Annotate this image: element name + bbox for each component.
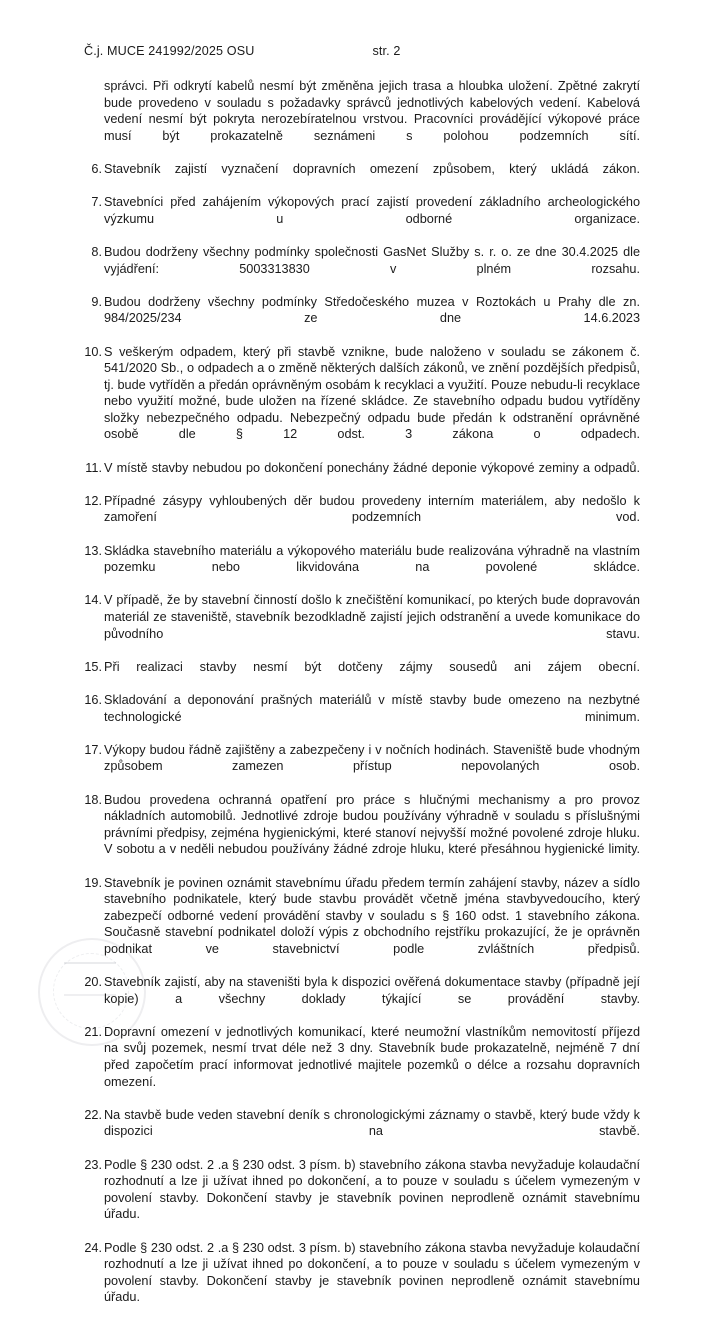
condition-number: 8. <box>91 244 102 259</box>
condition-number: 6. <box>91 161 102 176</box>
page-number-label: str. 2 <box>372 44 401 58</box>
condition-item <box>84 244 640 294</box>
condition-number: 9. <box>91 294 102 309</box>
condition-text: Dopravní omezení v jednotlivých komunikací, které neumožní vlastníkům nemovitostí příjezd na svůj pozemek, nesmí trvat déle než 3 dny. Stavebník bude prokazatelně, nejméně 7 dní před započetím prací informovat jednotlivé majitele pozemků o délce a rozsahu dopravních omezení. <box>104 1024 640 1089</box>
file-reference-number: Č.j. MUCE 241992/2025 OSU <box>84 44 255 58</box>
condition-text: Skládka stavebního materiálu a výkopového materiálu bude realizována výhradně na vlastním pozemku nebo likvidována na povolené skládce. <box>104 543 640 575</box>
condition-item <box>84 543 640 593</box>
condition-item <box>84 792 640 875</box>
condition-text: Stavebník zajistí, aby na staveništi byla k dispozici ověřená dokumentace stavby (případně její kopie) a všechny doklady týkající se provádění stavby. <box>104 975 640 1006</box>
condition-number: 17. <box>84 742 102 757</box>
condition-text: V místě stavby nebudou po dokončení ponechány žádné deponie výkopové zeminy a odpadů. <box>104 460 640 475</box>
condition-number: 11. <box>85 460 102 475</box>
condition-text: Budou provedena ochranná opatření pro práce s hlučnými mechanismy a pro provoz nákladních automobilů. Jednotlivé zdroje budou používány výhradně v souladu s příslušnými právními předpisy, zejména hygienickými, které stanoví nejvyšší možné povolené zdroje hluku. V sobotu a v neděli nebudou používány žádné zdroje hluku, které přesáhnou hygienické limity. <box>104 792 640 857</box>
condition-item <box>84 1157 640 1240</box>
condition-text: Případné zásypy vyhloubených děr budou provedeny interním materiálem, aby nedošlo k zamoření podzemních vod. <box>104 493 640 525</box>
condition-number: 16. <box>84 692 102 707</box>
condition-number: 15. <box>84 659 102 674</box>
condition-text: Stavebník zajistí vyznačení dopravních omezení způsobem, který ukládá zákon. <box>104 161 640 176</box>
condition-number: 14. <box>84 593 102 608</box>
condition-item <box>84 974 640 1024</box>
condition-item <box>84 460 640 493</box>
condition-text: Stavebník je povinen oznámit stavebnímu úřadu předem termín zahájení stavby, název a sídlo stavebního podnikatele, který bude stavbu provádět včetně jména stavbyvedoucího, který zabezpečí odborné vedení provádění stavby v souladu s § 160 odst. 1 stavebního zákona. Současně stavební podnikatel doloží výpis z obchodního rejstříku prokazující, že je oprávněn podnikat ve stavebnictví podle zvláštních předpisů. <box>104 875 640 956</box>
condition-number: 20. <box>84 975 102 990</box>
lead-paragraph: správci. Při odkrytí kabelů nesmí být změněna jejich trasa a hloubka uložení. Zpětné zakrytí bude provedeno v souladu s požadavky správců jednotlivých kabelových vedení. Kabelová vedení nesmí být pokryta nerozebíratelnou vrstvou. Pracovníci provádějící výkopové práce musí být prokazatelně seznámeni s polohou podzemních sítí. <box>104 79 640 143</box>
condition-number: 18. <box>84 792 102 807</box>
conditions-list <box>84 161 640 1323</box>
condition-text: Stavebníci před zahájením výkopových prací zajistí provedení základního archeologického výzkumu u odborné organizace. <box>104 195 640 226</box>
condition-text: Budou dodrženy všechny podmínky Středočeského muzea v Roztokách u Prahy dle zn. 984/2025/234 ze dne 14.6.2023 <box>104 294 640 326</box>
condition-number: 24. <box>84 1240 102 1255</box>
condition-item <box>84 1240 640 1323</box>
condition-item <box>84 875 640 975</box>
condition-text: V případě, že by stavební činností došlo k znečištění komunikací, po kterých bude dopravován materiál ze staveniště, stavebník bezodkladně zajistí jejich odstranění a uvede komunikace do původního stavu. <box>104 593 640 641</box>
condition-number: 10. <box>84 344 102 359</box>
condition-item <box>84 592 640 658</box>
condition-item <box>84 1107 640 1157</box>
document-body <box>84 78 640 1323</box>
condition-item <box>84 344 640 460</box>
condition-item <box>84 742 640 792</box>
condition-item <box>84 294 640 344</box>
condition-item <box>84 1024 640 1107</box>
condition-text: Skladování a deponování prašných materiálů v místě stavby bude omezeno na nezbytné technologické minimum. <box>104 692 640 724</box>
condition-text: Při realizaci stavby nesmí být dotčeny zájmy sousedů ani zájem obecní. <box>104 659 640 674</box>
condition-text: Budou dodrženy všechny podmínky společnosti GasNet Služby s. r. o. ze dne 30.4.2025 dle vyjádření: 5003313830 v plném rozsahu. <box>104 244 640 276</box>
condition-text: Podle § 230 odst. 2 .a § 230 odst. 3 písm. b) stavebního zákona stavba nevyžaduje kolaudační rozhodnutí a lze ji užívat ihned po dokončení, a to pouze v souladu s účelem vymezeným v povolení stavby. Dokončení stavby je stavebník povinen neprodleně oznámit stavebnímu úřadu. <box>104 1157 640 1222</box>
page-header <box>84 44 644 58</box>
condition-item <box>84 194 640 244</box>
condition-item <box>84 659 640 692</box>
condition-item <box>84 493 640 543</box>
condition-number: 22. <box>84 1107 102 1122</box>
condition-number: 12. <box>84 493 102 508</box>
condition-text: S veškerým odpadem, který při stavbě vznikne, bude naloženo v souladu se zákonem č. 541/2020 Sb., o odpadech a o změně některých dalších zákonů, ve znění pozdějších předpisů, tj. bude vytříděn a předán oprávněným osobám k recyklaci a využití. Pouze nebudu-li recyklace nebo využití možné, bude uložen na řízené skládce. Ze stavebního odpadu budou vytříděny složky nebezpečného odpadu. Nebezpečný odpadu bude předán k odstranění oprávněné osobě dle § 12 odst. 3 zákona o odpadech. <box>104 344 640 442</box>
condition-text: Na stavbě bude veden stavební deník s chronologickými záznamy o stavbě, který bude vždy k dispozici na stavbě. <box>104 1107 640 1139</box>
condition-item <box>84 692 640 742</box>
condition-number: 7. <box>91 195 102 210</box>
condition-number: 19. <box>84 875 102 890</box>
condition-number: 23. <box>84 1157 102 1172</box>
condition-number: 21. <box>84 1024 102 1039</box>
condition-number: 13. <box>84 543 102 558</box>
condition-text: Výkopy budou řádně zajištěny a zabezpečeny i v nočních hodinách. Staveniště bude vhodným způsobem zamezen přístup nepovolaných osob. <box>104 742 640 774</box>
condition-text: Podle § 230 odst. 2 .a § 230 odst. 3 písm. b) stavebního zákona stavba nevyžaduje kolaudační rozhodnutí a lze ji užívat ihned po dokončení, a to pouze v souladu s účelem vymezeným v povolení stavby. Dokončení stavby je stavebník povinen neprodleně oznámit stavebnímu úřadu. <box>104 1240 640 1305</box>
condition-item <box>84 161 640 194</box>
